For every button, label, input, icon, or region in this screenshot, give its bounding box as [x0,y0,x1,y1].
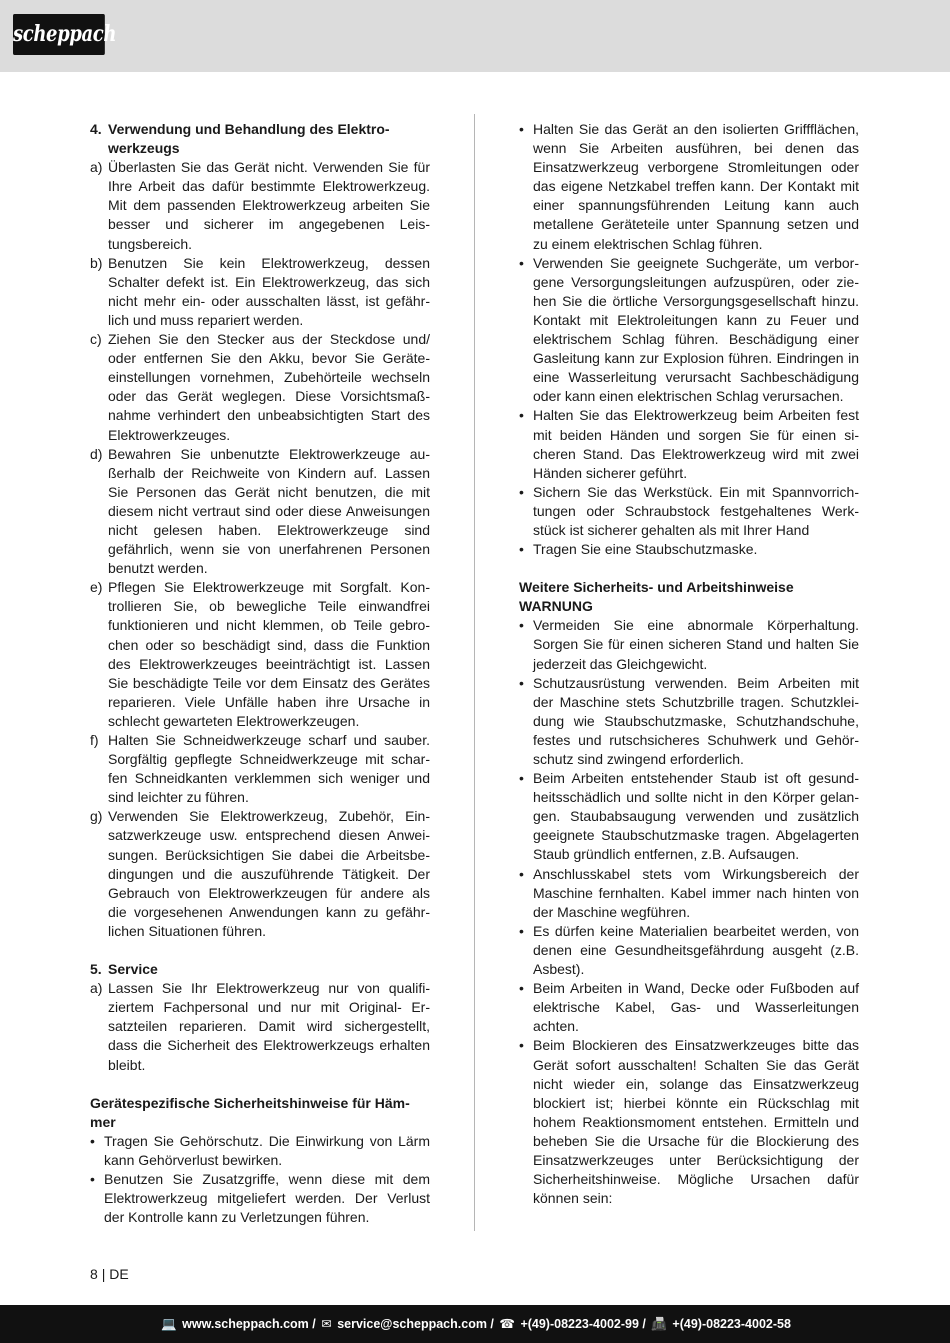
website-link[interactable]: www.scheppach.com [182,1317,309,1331]
phone-number[interactable]: +(49)-08223-4002-99 [520,1317,639,1331]
list-item: d) Bewahren Sie unbenutzte Elektrowerkzeuge außerhalb der Reichweite von Kindern auf. Lassen Sie Personen das Gerät nicht benutzen, die mit diesem nicht vertraut sind oder diese Anweisungen nicht gelesen haben. Elektrowerkzeuge sind gefährlich, wenn sie von unerfahrenen Personen benutzt werden. [90,445,430,577]
list-item: • Benutzen Sie Zusatzgriffe, wenn diese mit dem Elektrowerkzeug mitgeliefert werden. Der Verlust der Kontrolle kann zu Verletzungen führen. [90,1170,430,1226]
list-item: f) Halten Sie Schneidwerkzeuge scharf und sauber. Sorgfältig gepflegte Schneidwerkzeuge mit scharfen Schneidkanten verklemmen sich weniger und sind leichter zu führen. [90,732,430,806]
list-item: • Halten Sie das Elektrowerkzeug beim Arbeiten fest mit beiden Händen und sorgen Sie für einen sicheren Stand. Das Elektrowerkzeug wird mit zwei Händen sicherer geführt. [519,407,859,481]
telephone-icon: ☎ [499,1317,515,1331]
list-item: • Beim Arbeiten in Wand, Decke oder Fußboden auf elektrische Kabel, Gas- und Wasserleitungen achten. [519,980,859,1035]
page-number: 8 | DE [90,1266,129,1282]
list-item: • Schutzausrüstung verwenden. Beim Arbeiten mit der Maschine stets Schutzbrille tragen. Schutzkleidung wie Staubschutzmaske, Schutzhandschuhe, festes und rutschsicheres Schuhwerk und Gehörschutz sind zwingend erforderlich. [519,674,859,767]
right-column [519,120,859,1208]
list-item: • Tragen Sie eine Staubschutzmaske. [519,541,758,558]
list-item: a) Lassen Sie Ihr Elektrowerkzeug nur von qualifiziertem Fachpersonal und nur mit Original- Ersatzteilen reparieren. Damit wird sichergestellt, dass die Sicherheit des Elektrowerkzeugs erhalten bleibt. [90,980,430,1073]
email-link[interactable]: service@scheppach.com [337,1317,487,1331]
scheppach-logo: scheppach [13,14,105,55]
list-item: a) Überlasten Sie das Gerät nicht. Verwenden Sie für Ihre Arbeit das dafür bestimmte Elektrowerkzeug. Mit dem passenden Elektrowerkzeug arbeiten Sie besser und sicherer im angegebenen Leistungsbereich. [90,159,430,252]
device-specific-heading: Gerätespezifische Sicherheitshinweise für Hämmer [90,1094,410,1130]
list-item: b) Benutzen Sie kein Elektrowerkzeug, dessen Schalter defekt ist. Ein Elektrowerkzeug, das sich nicht mehr ein- oder ausschalten lässt, ist gefährlich und muss repariert werden. [90,254,430,328]
page-header [0,0,950,72]
left-column [90,120,430,1227]
list-item: • Es dürfen keine Materialien bearbeitet werden, von denen eine Gesundheitsgefährdung ausgeht (z.B. Asbest). [519,922,859,978]
list-item: • Sichern Sie das Werkstück. Ein mit Spannvorrichtungen oder Schraubstock festgehaltenes Werkstück ist sicherer gehalten als mit Ihrer Hand [519,483,859,538]
list-item: • Halten Sie das Gerät an den isolierten Griffflächen, wenn Sie Arbeiten ausführen, bei denen das Einsatzwerkzeug verborgene Stromleitungen oder das eigene Netzkabel treffen kann. Der Kontakt mit einer spannungsführenden Leitung kann auch metallene Geräteteile unter Spannung setzen und zu einem elektrischen Schlag führen. [519,121,859,252]
further-safety-heading: Weitere Sicherheits- und Arbeitshinweise [519,579,794,596]
list-item: c) Ziehen Sie den Stecker aus der Steckdose und/ oder entfernen Sie den Akku, bevor Sie Geräteeinstellungen vornehmen, Zubehörteile wechseln oder das Gerät weglegen. Diese Vorsichtsmaßnahme verhindert den unbeabsichtigten Start des Elektrowerkzeuges. [90,331,430,443]
computer-icon: 💻 [161,1317,177,1331]
list-item: • Verwenden Sie geeignete Suchgeräte, um verborgene Versorgungsleitungen aufzuspüren, oder ziehen Sie die örtliche Versorgungsgesellschaft hinzu. Kontakt mit Elektroleitungen kann zu Feuer und elektrischem Schlag führen. Beschädigung einer Gasleitung kann zur Explosion führen. Eindringen in eine Wasserleitung verursacht Sachbeschädigung oder kann einen elektrischen Schlag verursachen. [519,254,859,405]
list-item: • Vermeiden Sie eine abnormale Körperhaltung. Sorgen Sie für einen sicheren Stand und halten Sie jederzeit das Gleichgewicht. [519,617,859,672]
section-4-heading: 4. Verwendung und Behandlung des Elektrowerkzeugs [90,121,390,157]
list-item: g) Verwenden Sie Elektrowerkzeug, Zubehör, Einsatzwerkzeuge usw. entsprechend diesen Anweisungen. Berücksichtigen Sie dabei die Arbeitsbedingungen und die auszuführende Tätigkeit. Der Gebrauch von Elektrowerkzeugen für andere als die vorgesehenen Anwendungen kann zu gefährlichen Situationen führen. [90,808,430,939]
envelope-icon: ✉ [321,1317,332,1331]
list-item: e) Pflegen Sie Elektrowerkzeuge mit Sorgfalt. Kontrollieren Sie, ob bewegliche Teile einwandfrei funktionieren und nicht klemmen, ob Teile gebrochen oder so beschädigt sind, dass die Funktion des Elektrowerkzeuges beeinträchtigt ist. Lassen Sie beschädigte Teile vor dem Einsatz des Gerätes reparieren. Viele Unfälle haben ihre Ursache in schlecht gewarteten Elektrowerkzeugen. [90,579,430,729]
column-divider [474,114,475,1231]
fax-icon: 📠 [651,1317,667,1331]
section-5-heading: 5. Service [90,961,158,978]
warning-label: WARNUNG [519,598,593,615]
fax-number: +(49)-08223-4002-58 [672,1317,791,1331]
page-footer: 💻 www.scheppach.com / ✉ service@scheppach.com / ☎ +(49)-08223-4002-99 / 📠 +(49)-08223-4002-58 [0,1305,950,1343]
list-item: • Anschlusskabel stets vom Wirkungsbereich der Maschine fernhalten. Kabel immer nach hinten von der Maschine wegführen. [519,865,859,920]
list-item: • Tragen Sie Gehörschutz. Die Einwirkung von Lärm kann Gehörverlust bewirken. [90,1132,430,1168]
list-item: • Beim Arbeiten entstehender Staub ist oft gesundheitsschädlich und sollte nicht in den Körper gelangen. Staubabsaugung verwenden und zusätzlich geeignete Staubschutzmaske tragen. Abgelagerten Staub gründlich entfernen, z.B. Aufsaugen. [519,770,859,863]
list-item: • Beim Blockieren des Einsatzwerkzeuges bitte das Gerät sofort ausschalten! Schalten Sie das Gerät nicht wieder ein, solange das Einsatzwerkzeug blockiert ist; hierbei könnte ein Rückschlag mit hohem Reaktionsmoment entstehen. Ermitteln und beheben Sie die Ursache für die Blockierung des Einsatzwerkzeuges unter Berücksichtigung der Sicherheitshinweise. Mögliche Ursachen dafür können sein: [519,1037,859,1207]
